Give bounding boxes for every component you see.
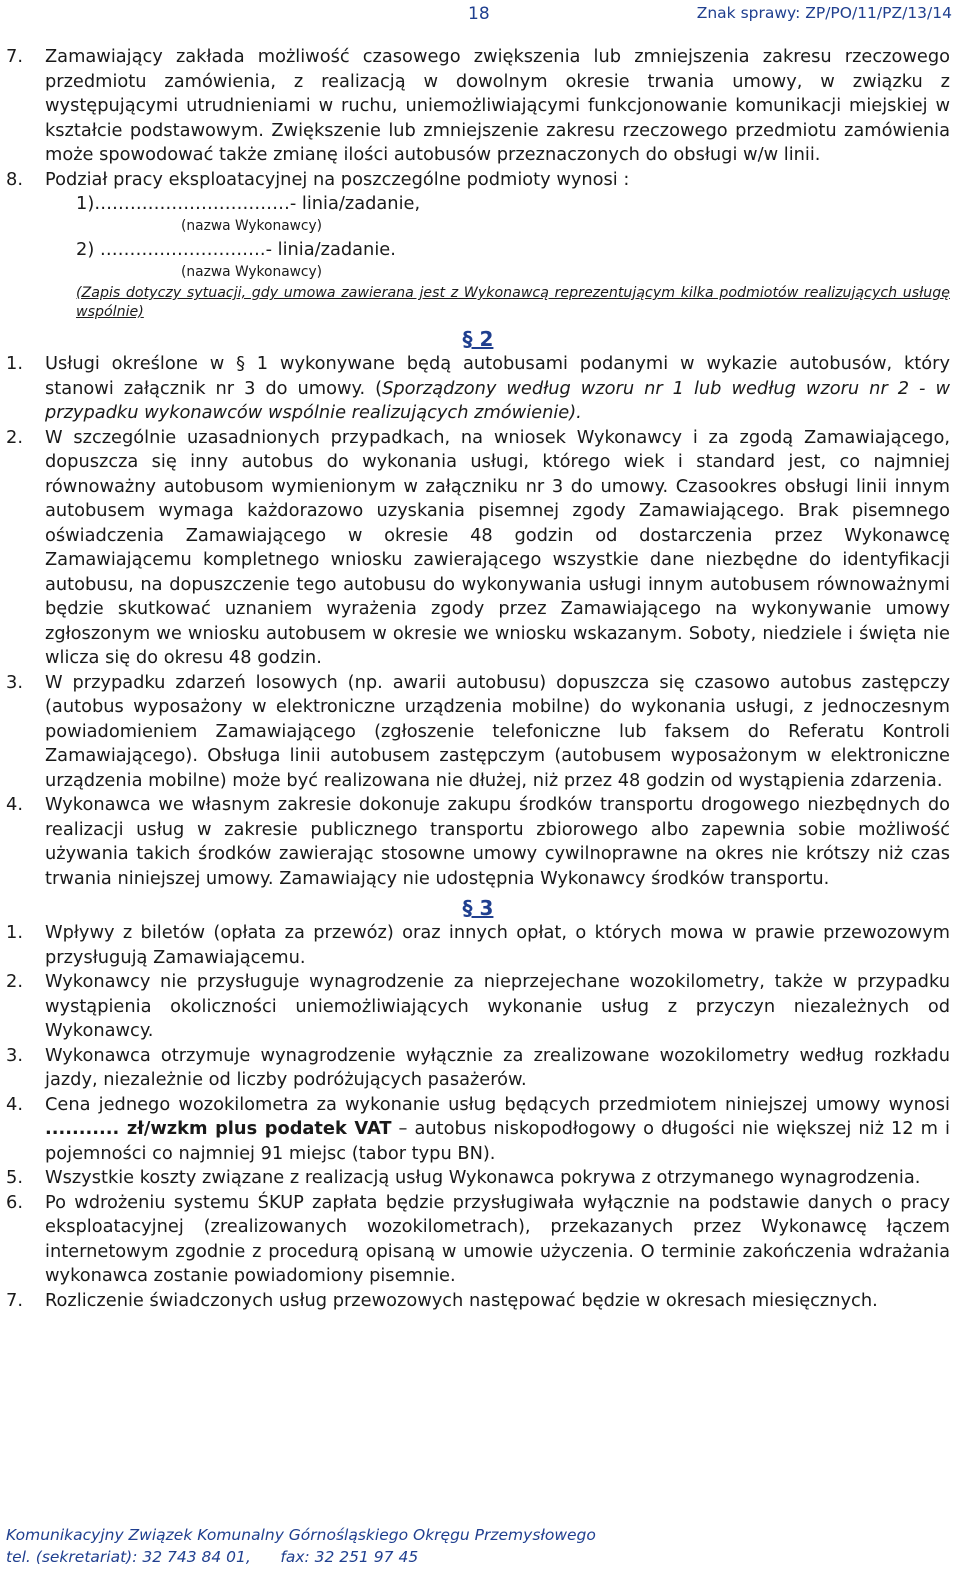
- item-number: 8.: [6, 168, 23, 190]
- work-share-line-1: 1)……………………………- linia/zadanie,: [76, 193, 421, 214]
- page-footer: [6, 1524, 596, 1568]
- item-text: Wykonawca we własnym zakresie dokonuje zakupu środków transportu drogowego niezbędnych do realizacji usług w zakresie publicznego transportu zbiorowego albo zapewnia sobie możliwość używania takich środków zawierając stosowne umowy cywilnoprawne na okres nie krótszy niż czas trwania niniejszej umowy. Zamawiający nie udostępnia Wykonawcy środków transportu.: [45, 794, 950, 889]
- item-text: Cena jednego wozokilometra za wykonanie usług będących przedmiotem niniejszej umowy wynosi: [45, 1093, 950, 1115]
- list-item: [6, 1191, 950, 1289]
- item-number: 2.: [6, 971, 23, 992]
- item-number: 4.: [6, 794, 23, 815]
- item-number: 7.: [6, 46, 23, 67]
- section-heading-2: § 2: [462, 327, 494, 351]
- item-number: 3.: [6, 1044, 23, 1066]
- item-number: 5.: [6, 1167, 23, 1188]
- item-number: 3.: [6, 671, 23, 693]
- item-italic-text: Sporządzony według wzoru nr 1 lub według wzoru nr 2 - w przypadku wykonawców wspólnie realizujących zmówienie).: [45, 377, 950, 423]
- item-text: Wszystkie koszty związane z realizacją usług Wykonawca pokrywa z otrzymanego wynagrodzenia.: [45, 1167, 921, 1188]
- footer-contact: tel. (sekretariat): 32 743 84 01, fax: 32 251 97 45: [6, 1548, 419, 1566]
- consortium-note: (Zapis dotyczy sytuacji, gdy umowa zawierana jest z Wykonawcą reprezentującym kilka podmiotów realizujących usługę wspólnie): [76, 285, 950, 320]
- page-number: 18: [468, 4, 490, 24]
- list-item: [6, 45, 950, 168]
- document-body: [6, 45, 950, 1313]
- item-text: Po wdrożeniu systemu ŚKUP zapłata będzie przysługiwała wyłącznie na podstawie danych o pracy eksploatacyjnej (zrealizowanych wozokilometrach), przekazanych przez Wykonawcę łączem internetowym zgodnie z procedurą opisaną w umowie użyczenia. O terminie zakończenia wdrażania wykonawca zostanie powiadomiony pisemnie.: [45, 1191, 950, 1286]
- item-text: Wykonawca otrzymuje wynagrodzenie wyłącznie za zrealizowane wozokilometry według rozkładu jazdy, niezależnie od liczby podróżujących pasażerów.: [45, 1044, 950, 1090]
- item-text: Usługi określone w § 1 wykonywane będą autobusami podanymi w wykazie autobusów, który stanowi załącznik nr 3 do umowy. (: [45, 353, 950, 399]
- section-heading-3: § 3: [462, 896, 494, 920]
- contractor-name-label-2: (nazwa Wykonawcy): [181, 264, 323, 280]
- list-item: [6, 921, 950, 970]
- list-item: [6, 671, 950, 794]
- item-text: W szczególnie uzasadnionych przypadkach, na wniosek Wykonawcy i za zgodą Zamawiającego, dopuszcza się inny autobus do wykonania usługi, którego wiek i standard jest, co najmniej równoważny autobusom wymienionym w załączniku nr 3 do umowy. Czasookres obsługi linii innym autobusem wymaga każdorazowo uzyskania pisemnej zgody Zamawiającego. Brak pisemnego oświadczenia Zamawiającego w okresie 48 godzin od dostarczenia przez Wykonawcę Zamawiającemu kompletnego wniosku zawierającego wszystkie dane niezbędne do identyfikacji autobusu, na dopuszczenie tego autobusu do wykonywania usługi innym autobusem równoważnymi będzie skutkować uznaniem wyrażenia zgody przez Zamawiającego na wykonywanie umowy zgłoszonym we wniosku autobusem w okresie we wniosku wskazanym. Soboty, niedziele i święta nie wlicza się do okresu 48 godzin.: [45, 426, 950, 668]
- list-item: [6, 1166, 950, 1191]
- work-share-line-2: 2) ……………………….- linia/zadanie.: [76, 239, 396, 260]
- list-item: [6, 168, 950, 193]
- price-placeholder: ........... zł/wzkm plus podatek VAT: [45, 1118, 392, 1139]
- list-item: [6, 1289, 950, 1314]
- list-item: [6, 793, 950, 891]
- item-text: Wykonawcy nie przysługuje wynagrodzenie za nieprzejechane wozokilometry, także w przypadku wystąpienia okoliczności uniemożliwiających wykonanie usług z przyczyn niezależnych od Wykonawcy.: [45, 971, 950, 1041]
- item-number: 7.: [6, 1289, 23, 1311]
- item-number: 2.: [6, 426, 23, 448]
- item-number: 4.: [6, 1093, 23, 1115]
- item-number: 6.: [6, 1191, 23, 1213]
- item-text: Rozliczenie świadczonych usług przewozowych następować będzie w okresach miesięcznych.: [45, 1289, 878, 1311]
- item-text: Wpływy z biletów (opłata za przewóz) oraz innych opłat, o których mowa w prawie przewozowym przysługują Zamawiającemu.: [45, 922, 950, 968]
- list-item: [6, 426, 950, 671]
- list-item: [6, 1044, 950, 1093]
- list-item: [6, 352, 950, 426]
- item-text: Podział pracy eksploatacyjnej na poszczególne podmioty wynosi :: [45, 168, 630, 190]
- footer-organization: Komunikacyjny Związek Komunalny Górnośląskiego Okręgu Przemysłowego: [6, 1526, 596, 1544]
- contractor-name-label-1: (nazwa Wykonawcy): [181, 218, 323, 234]
- list-item: [6, 970, 950, 1044]
- case-reference: Znak sprawy: ZP/PO/11/PZ/13/14: [696, 4, 952, 22]
- list-item: [6, 1093, 950, 1167]
- item-number: 1.: [6, 353, 23, 374]
- item-text: – autobus niskopodłogowy o długości nie większej niż 12 m i pojemności co najmniej 91 miejsc (tabor typu BN).: [45, 1118, 950, 1164]
- item-number: 1.: [6, 922, 23, 943]
- item-text: Zamawiający zakłada możliwość czasowego zwiększenia lub zmniejszenia zakresu rzeczowego przedmiotu zamówienia, z realizacją w dowolnym okresie trwania umowy, w związku z występującymi utrudnieniami w ruchu, uniemożliwiającymi funkcjonowanie komunikacji miejskiej w kształcie podstawowym. Zwiększenie lub zmniejszenie zakresu rzeczowego przedmiotu zamówienia może spowodować także zmianę ilości autobusów przeznaczonych do obsługi w/w linii.: [45, 46, 950, 165]
- item-text: W przypadku zdarzeń losowych (np. awarii autobusu) dopuszcza się czasowo autobus zastępczy (autobus wyposażony w elektroniczne urządzenia mobilne) do wykonania usługi, z jednoczesnym powiadomieniem Zamawiającego (zgłoszenie telefoniczne lub faksem do Referatu Kontroli Zamawiającego). Obsługa linii autobusem zastępczym (autobusem wyposażonym w elektroniczne urządzenia mobilne) może być realizowana nie dłużej, niż przez 48 godzin od wystąpienia zdarzenia.: [45, 671, 950, 791]
